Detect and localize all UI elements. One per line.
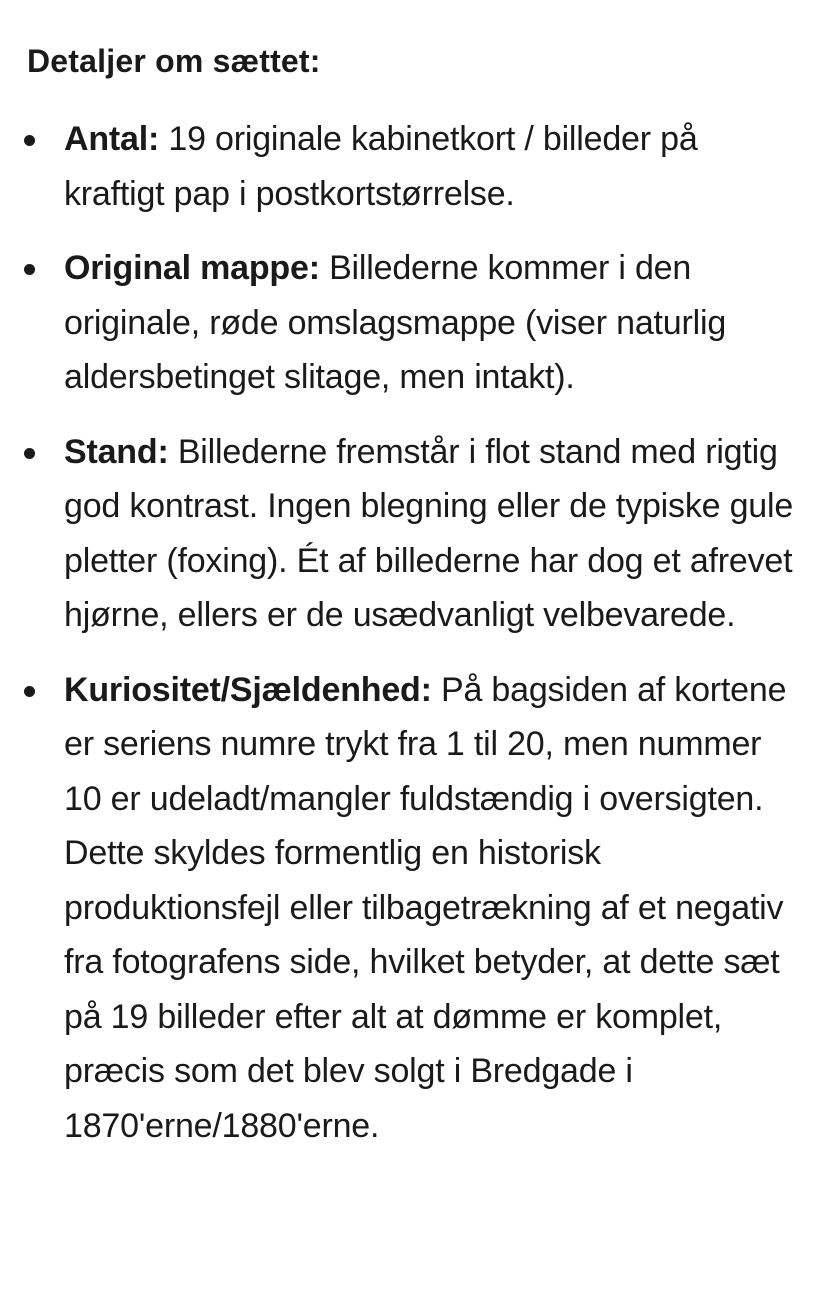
section-heading: Detaljer om sættet: (27, 43, 321, 79)
bullet-icon (24, 448, 35, 459)
list-item-kuriositet (0, 663, 826, 1154)
item-text: Billederne fremstår i flot stand med rigtig god kontrast. Ingen blegning eller de typiske gule pletter (foxing). Ét af billederne har dog et afrevet hjørne, ellers er de usædvanligt velbevarede. (64, 432, 794, 634)
item-label: Stand: (64, 432, 169, 471)
details-list (0, 112, 826, 1153)
item-text: 19 originale kabinetkort / billeder på kraftigt pap i postkortstørrelse. (64, 120, 698, 213)
bullet-icon (24, 135, 35, 146)
item-text: Billederne kommer i den originale, røde omslagsmappe (viser naturlig aldersbetinget slitage, men intakt). (64, 249, 727, 396)
list-item-stand (0, 425, 826, 643)
bullet-icon (24, 264, 35, 275)
bullet-icon (24, 686, 35, 697)
item-text: På bagsiden af kortene er seriens numre trykt fra 1 til 20, men nummer 10 er udeladt/mangler fuldstændig i oversigten. Dette skyldes formentlig en historisk produktionsfejl eller tilbagetrækning af et negativ fra fotografens side, hvilket betyder, at dette sæt på 19 billeder efter alt at dømme er komplet, præcis som det blev solgt i Bredgade i 1870'erne/1880'erne. (64, 670, 787, 1145)
item-label: Kuriositet/Sjældenhed: (64, 670, 432, 709)
list-item-antal (0, 112, 826, 221)
list-item-original-mappe (0, 241, 826, 405)
item-label: Original mappe: (64, 249, 320, 287)
item-label: Antal: (64, 120, 160, 158)
